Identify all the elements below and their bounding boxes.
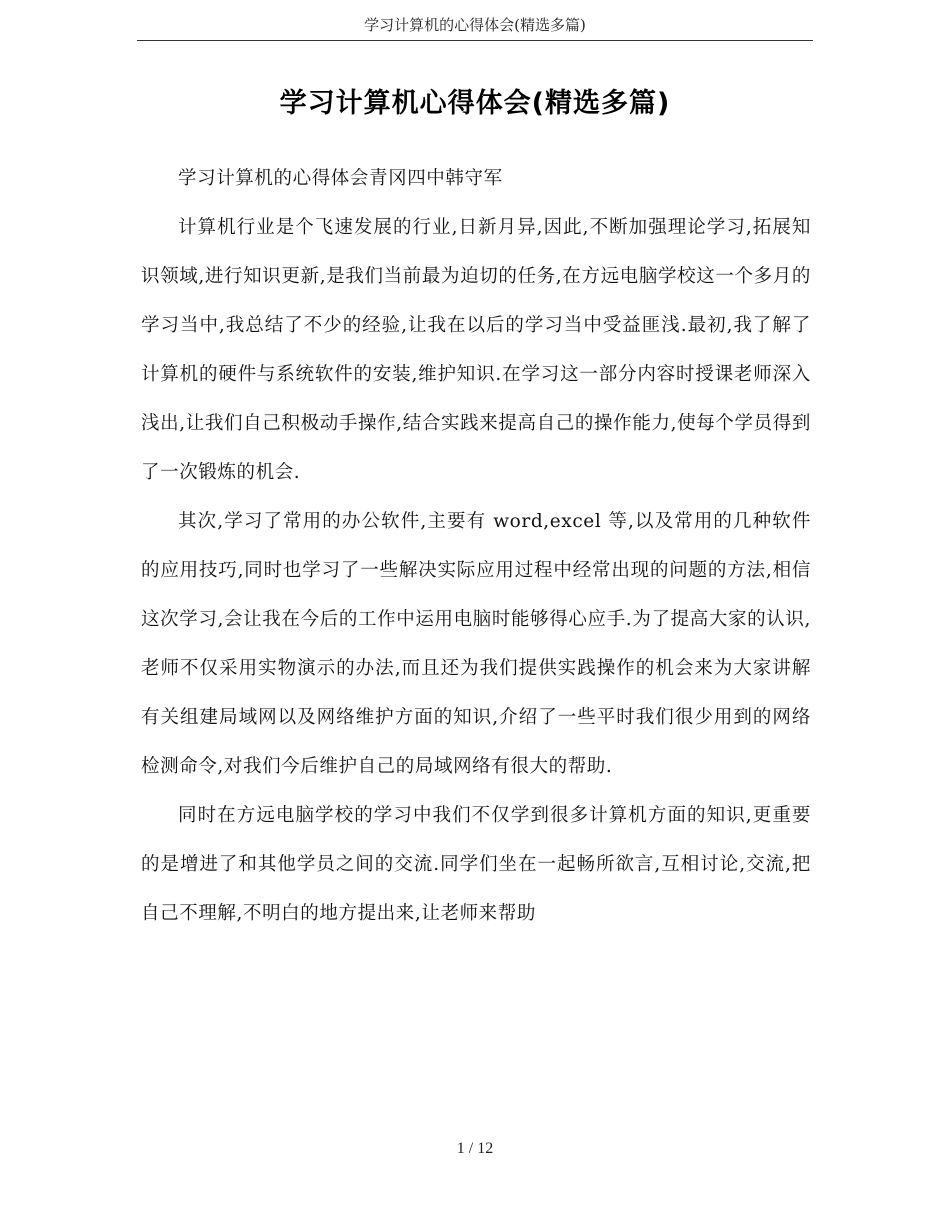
paragraph: 计算机行业是个飞速发展的行业,日新月异,因此,不断加强理论学习,拓展知识领域,进行知识更新,是我们当前最为迫切的任务,在方远电脑学校这一个多月的学习当中,我总结了不少的经验,让我在以后的学习当中受益匪浅.最初,我了解了计算机的硬件与系统软件的安装,维护知识.在学习这一部分内容时授课老师深入浅出,让我们自己积极动手操作,结合实践来提高自己的操作能力,使每个学员得到了一次锻炼的机会. xyxy=(141,217,811,483)
paragraph-author-line: 学习计算机的心得体会青冈四中韩守军 xyxy=(178,168,503,189)
paragraph: 其次,学习了常用的办公软件,主要有 word,excel 等,以及常用的几种软件的应用技巧,同时也学习了一些解决实际应用过程中经常出现的问题的方法,相信这次学习,会让我在今后的工作中运用电脑时能够得心应手.为了提高大家的认识,老师不仅采用实物演示的办法,而且还为我们提供实践操作的机会来为大家讲解有关组建局域网以及网络维护方面的知识,介绍了一些平时我们很少用到的网络检测命令,对我们今后维护自己的局域网络有很大的帮助. xyxy=(141,511,811,777)
paragraph: 同时在方远电脑学校的学习中我们不仅学到很多计算机方面的知识,更重要的是增进了和其他学员之间的交流.同学们坐在一起畅所欲言,互相讨论,交流,把自己不理解,不明白的地方提出来,让老师来帮助 xyxy=(141,805,811,924)
page-number: 1 / 12 xyxy=(456,1140,494,1157)
running-header: 学习计算机的心得体会(精选多篇) xyxy=(364,16,586,34)
header-divider xyxy=(137,40,813,41)
document-body xyxy=(141,154,811,938)
document-title: 学习计算机心得体会(精选多篇) xyxy=(279,88,671,119)
